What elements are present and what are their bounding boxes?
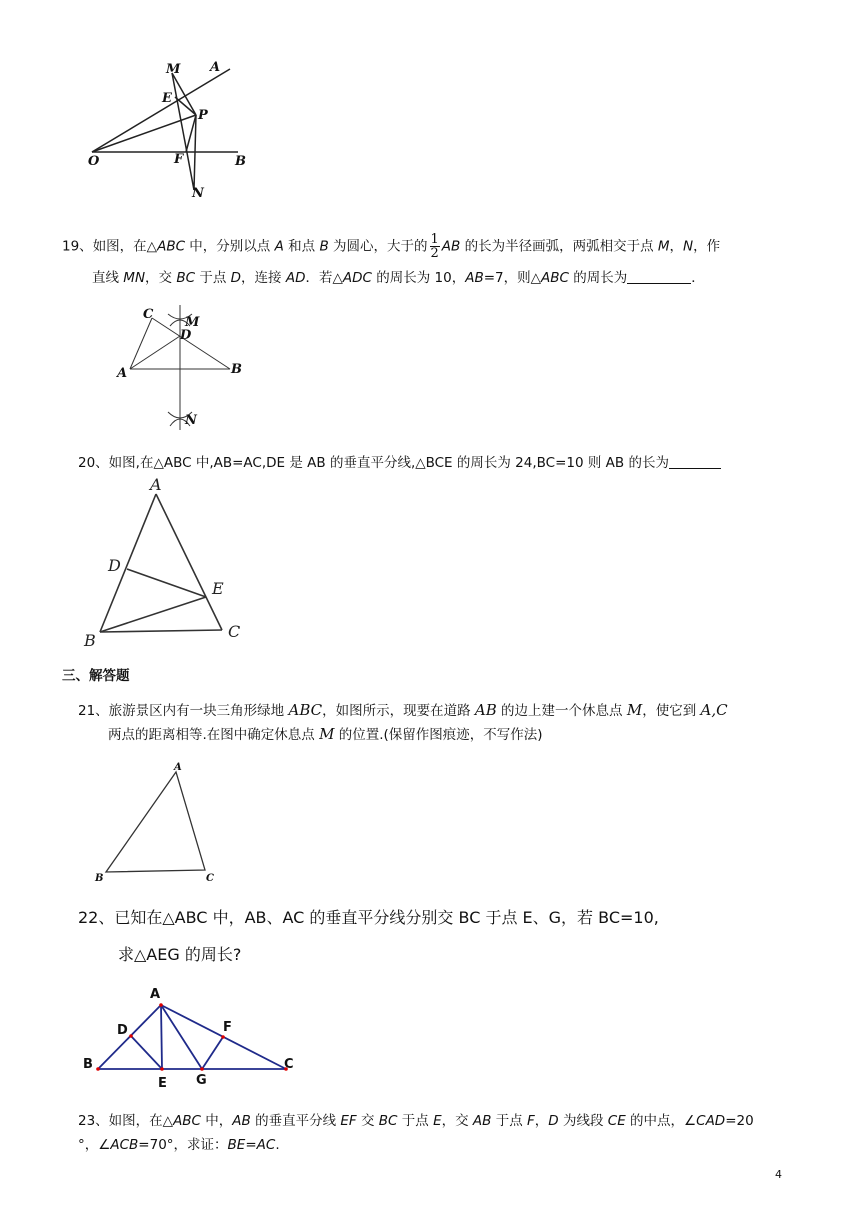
q22-figure [78, 983, 308, 1093]
label-E: E [212, 579, 224, 598]
label-A: A [174, 762, 182, 773]
q21-line2: 两点的距离相等.在图中确定休息点 M 的位置.(保留作图痕迹，不写作法) [108, 725, 543, 743]
label-N: N [192, 186, 204, 201]
label-C: C [228, 622, 241, 641]
label-D: D [180, 328, 192, 343]
answer-blank[interactable] [627, 269, 691, 284]
label-C: C [284, 1057, 294, 1072]
point-D [129, 1034, 133, 1038]
label-D: D [117, 1023, 128, 1038]
q23-line2: °，∠ACB=70°，求证：BE=AC. [78, 1137, 280, 1153]
segment-PN [194, 115, 196, 190]
label-N: N [185, 413, 197, 428]
q18-figure [80, 55, 280, 205]
q19-line2: 直线 MN，交 BC 于点 D，连接 AD．若△ADC 的周长为 10，AB=7，则△ABC 的周长为 ． [92, 270, 705, 286]
fraction-one-half: $\frac{1}{2}$ [430, 232, 439, 261]
segment-MN [172, 73, 194, 190]
label-C: C [206, 873, 214, 884]
label-M: M [166, 62, 181, 77]
point-B [96, 1067, 100, 1071]
label-G: G [196, 1073, 207, 1088]
label-A: A [150, 987, 161, 1002]
segment-AE [161, 1005, 162, 1069]
ray-OA [92, 69, 230, 152]
segment-BC [100, 630, 222, 632]
point-F [221, 1035, 225, 1039]
q19-figure [112, 300, 262, 435]
label-B: B [231, 362, 242, 377]
label-D: D [108, 556, 121, 575]
label-A: A [117, 366, 128, 381]
segment-FG [202, 1037, 223, 1069]
label-B: B [84, 631, 96, 650]
label-B: B [235, 154, 246, 169]
label-E: E [162, 91, 172, 106]
segment-DE [131, 1036, 162, 1069]
q22-line2: 求△AEG 的周长? [118, 945, 242, 964]
q19-line1: 19、如图，在△ABC 中，分别以点 A 和点 B 为圆心，大于的 $\frac{1}{2}$ AB 的长为半径画弧，两弧相交于点 M，N，作 [62, 232, 721, 261]
q22-line1: 22、已知在△ABC 中，AB、AC 的垂直平分线分别交 BC 于点 E、G，若 BC=10, [78, 908, 659, 927]
label-E: E [158, 1076, 167, 1091]
answer-blank[interactable] [669, 454, 721, 469]
label-F: F [223, 1020, 232, 1035]
label-A: A [210, 60, 221, 75]
label-B: B [95, 873, 104, 884]
label-B: B [83, 1057, 93, 1072]
q21-figure [88, 758, 228, 888]
segment-AB [98, 1005, 161, 1069]
page-number: 4 [775, 1168, 782, 1181]
point-E [160, 1067, 164, 1071]
point-A [159, 1003, 163, 1007]
point-G [200, 1067, 204, 1071]
q21-line1: 21、旅游景区内有一块三角形绿地 ABC，如图所示，现要在道路 AB 的边上建一个休息点 M，使它到 A,C [78, 701, 728, 719]
segment-BE [100, 597, 206, 632]
q23-line1: 23、如图，在△ABC 中，AB 的垂直平分线 EF 交 BC 于点 E，交 AB 于点 F，D 为线段 CE 的中点，∠CAD=20 [78, 1113, 754, 1129]
triangle-ABC [106, 772, 205, 872]
label-C: C [143, 307, 154, 322]
q20-figure [78, 472, 258, 652]
label-F: F [174, 152, 184, 167]
label-M: M [185, 315, 200, 330]
q20-text: 20、如图,在△ABC 中,AB=AC,DE 是 AB 的垂直平分线,△BCE 的周长为 24,BC=10 则 AB 的长为 [78, 453, 721, 473]
section-title: 三、解答题 [62, 668, 130, 684]
label-O: O [88, 154, 100, 169]
label-A: A [150, 475, 162, 494]
label-P: P [198, 108, 208, 123]
